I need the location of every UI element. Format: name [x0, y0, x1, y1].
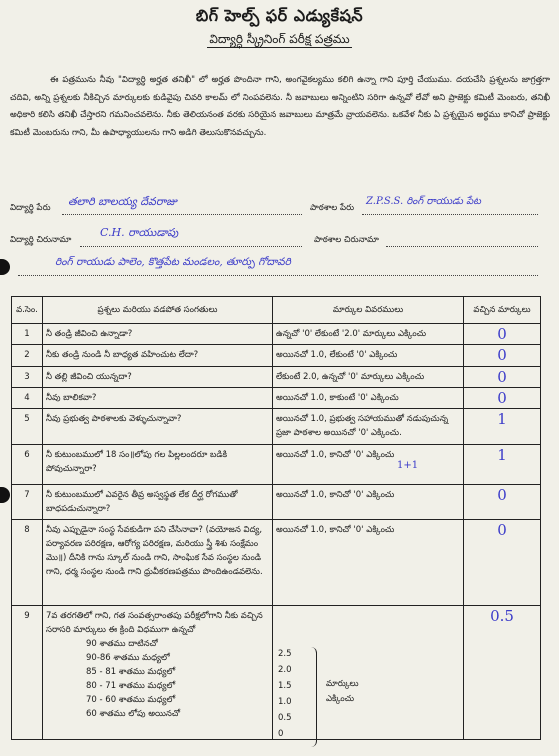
- student-name-value: తలారి బాలయ్య దేవరాజు: [68, 195, 177, 208]
- grade-band: 85 - 81 శాతము మధ్యలో: [86, 667, 176, 677]
- grade-band: 60 శాతము లోపు అయినచో: [86, 709, 181, 719]
- school-name-line: [362, 214, 538, 215]
- grade-band: 90 శాతము దాటినచో: [86, 639, 158, 649]
- row-question-text: 7వ తరగతిలో గాని, గత సంవత్సరాంతపు పరీక్షలోగాని నీకు వచ్చిన సరాసరి మార్కులు ఈ క్రింది విధముగా ఉన్నచో: [46, 611, 263, 635]
- row-score: 1: [464, 445, 541, 485]
- table-row: [12, 324, 541, 345]
- header-marks-obtained: వచ్చిన మార్కులు: [464, 297, 541, 324]
- row-question: [43, 606, 273, 740]
- row-serial: 9: [12, 606, 43, 740]
- row-marks-rule: అయినచో 1.0, ప్రభుత్వ సహాయముతో నడుపుచున్న ప్రజా పాఠశాల అయినచో '0' ఎక్కించు.: [273, 409, 464, 445]
- table-row: [12, 520, 541, 606]
- table-row: [12, 345, 541, 367]
- scale-value: 2.0: [278, 665, 292, 675]
- row-score: 0: [464, 485, 541, 520]
- student-name-label: విద్యార్థి పేరు: [10, 203, 51, 213]
- punch-hole-mark: [0, 259, 10, 275]
- screening-table: [11, 296, 541, 740]
- row-serial: 5: [12, 409, 43, 445]
- student-address-line: [80, 246, 302, 247]
- row-question: నీ కుటుంబములో ఎవరైన తీవ్ర అస్వస్థత లేక దీర్ఘ రోగముతో బాధపడుచున్నారా?: [43, 485, 273, 520]
- header-marks-details: మార్కుల వివరములు: [273, 297, 464, 324]
- row-question: నీ తండ్రి జీవించి ఉన్నాడా?: [43, 324, 273, 345]
- address-line2-value: రింగ్ రాయుడు పాలెం, కొత్తపేట మండలం, తూర్పు గోదావరి: [55, 256, 291, 268]
- row-serial: 3: [12, 367, 43, 388]
- school-name-label: పాఠశాల పేరు: [310, 203, 355, 213]
- row-score: 0: [464, 388, 541, 409]
- row-question: నీవు ప్రభుత్వ పాఠశాలకు వెళ్ళుచున్నావా?: [43, 409, 273, 445]
- punch-hole-mark-lower: [0, 487, 10, 503]
- grade-band: 70 - 60 శాతము మధ్యలో: [86, 695, 176, 705]
- instructions-paragraph: ఈ పత్రమును నీవు "విద్యార్ధి అర్హత తనిఖీ" లో అర్హత పొందినా గాని, అంగవైకల్యము కలిగి ఉన్నా గాని పూర్తి చేయుము. దయచేసి ప్రశ్నలను జాగ్రత్తగా చదివి, అన్ని ప్రశ్నలకు నీకిచ్చిన మార్కులకు కుడివైపు చివరి కాలమ్ లో నింపవలెను. నీ జవాబులు అన్నింటిని సరిగా ఉన్నవో లేవో అని ప్రాజెక్టు కమిటీ మెంబరు, తనిఖీ అధికారి కలిసి తనిఖీ చేస్తారని గమనించవలెను. నీకు తెలియనంత వరకు సరియైన జవాబులు మాత్రమే వ్రాయవలెను. ఒకవేళ నీకు ఏ ప్రశ్నయైన అర్థము కానిచో ప్రాజెక్టు కమిటీ మెంబరును గాని, మీ ఉపాధ్యాయులను గాని అడిగి తెలుసుకొనవచ్చును.: [10, 75, 550, 138]
- row-serial: 2: [12, 345, 43, 367]
- row-marks-rule: అయినచో 1.0, కానిచో '0' ఎక్కించు: [273, 445, 464, 485]
- table-row: [12, 367, 541, 388]
- row-serial: 8: [12, 520, 43, 606]
- row-score: 0: [464, 324, 541, 345]
- table-row: [12, 445, 541, 485]
- scale-value: 0: [278, 729, 284, 739]
- row-score: 0: [464, 520, 541, 606]
- form-title: బిగ్ హెల్ప్ ఫర్ ఎడ్యుకేషన్: [195, 6, 364, 25]
- table-header-row: [12, 297, 541, 324]
- header-serial: వ.సెం.: [12, 297, 43, 324]
- row-score: 0: [464, 367, 541, 388]
- scale-value: 1.5: [278, 681, 292, 691]
- row-question: నీవు బాలికవా?: [43, 388, 273, 409]
- row-question: నీకు తండ్రి నుండి నీ బాధ్యత వహించుట లేదా?: [43, 345, 273, 367]
- row-marks-rule: అయినచో 1.0, కానిచో '0' ఎక్కించు: [273, 485, 464, 520]
- row-serial: 1: [12, 324, 43, 345]
- row-marks-rule: అయినచో 1.0, కానిచో '0' ఎక్కించు: [273, 520, 464, 606]
- row-serial: 4: [12, 388, 43, 409]
- row-score: 0: [464, 345, 541, 367]
- address-line2-rule: [18, 275, 538, 276]
- row-serial: 6: [12, 445, 43, 485]
- row-marks-rule: అయినచో 1.0, కాకుంటే '0' ఎక్కించు: [273, 388, 464, 409]
- school-name-value: Z.P.S.S. రింగ్ రాయుడు పేట: [366, 196, 481, 207]
- student-name-line: [62, 214, 302, 215]
- grade-band: 80 - 71 శాతము మధ్యలో: [86, 681, 176, 691]
- scale-value: 1.0: [278, 697, 292, 707]
- table-row: [12, 388, 541, 409]
- header-questions: ప్రశ్నలు మరియు వడపోత సంగతులు: [43, 297, 273, 324]
- row-marks-rule: లేకుంటే 2.0, ఉన్నచో '0' మార్కులు ఎక్కించు: [273, 367, 464, 388]
- row-question: నీ కుటుంబములో 18 సం॥లోపు గల పిల్లలందరూ బడికి పోవుచున్నారా?: [43, 445, 273, 485]
- school-address-line: [386, 246, 538, 247]
- subtitle-text: విద్యార్ధి స్క్రీనింగ్ పరీక్ష పత్రము: [209, 32, 350, 46]
- scale-brace: [306, 647, 317, 747]
- row-question: నీ తల్లి జీవించి యున్నదా?: [43, 367, 273, 388]
- scale-value: 2.5: [278, 649, 292, 659]
- student-address-label: విద్యార్థి చిరునామా: [10, 235, 72, 245]
- student-address-value: C.H. రాయుడాపు: [100, 226, 179, 239]
- row-marks-rule: అయినచో 1.0, లేకుంటే '0' ఎక్కించు: [273, 345, 464, 367]
- scale-label: మార్కులు ఎక్కించు: [326, 679, 359, 704]
- row-question: నీవు ఎప్పుడైనా సంస్థ సేవకుడిగా పని చేసినావా? (వయోజన విద్య, పర్యావరణ పరిరక్షణ, ఆరోగ్య పరిరక్షణ, మరియు స్త్రీ శిశు సంక్షేమం మొ॥) దీనికి గాను స్కూల్ నుండి గాని, సాంఘిక సేవ సంస్థల నుండి గాని, ధర్మ సంస్థల నుండి గాని ధ్రువీకరణపత్రము పొందిఉండవలెను.: [43, 520, 273, 606]
- scale-value: 0.5: [278, 713, 292, 723]
- row-marks-rule: ఉన్నచో '0' లేకుంటే '2.0' మార్కులు ఎక్కించు: [273, 324, 464, 345]
- table-row: [12, 409, 541, 445]
- school-address-label: పాఠశాల చిరునామా: [314, 235, 379, 245]
- row-marks-scale: [273, 606, 464, 740]
- form-subtitle: [0, 32, 559, 49]
- row-serial: 7: [12, 485, 43, 520]
- row-score: 0.5: [464, 606, 541, 740]
- table-row: [12, 485, 541, 520]
- marks-scale: [276, 609, 460, 739]
- row-score: 1: [464, 409, 541, 445]
- handwritten-note: 1+1: [397, 460, 419, 471]
- table-row: [12, 606, 541, 740]
- grade-band: 90-86 శాతము మధ్యలో: [86, 653, 170, 663]
